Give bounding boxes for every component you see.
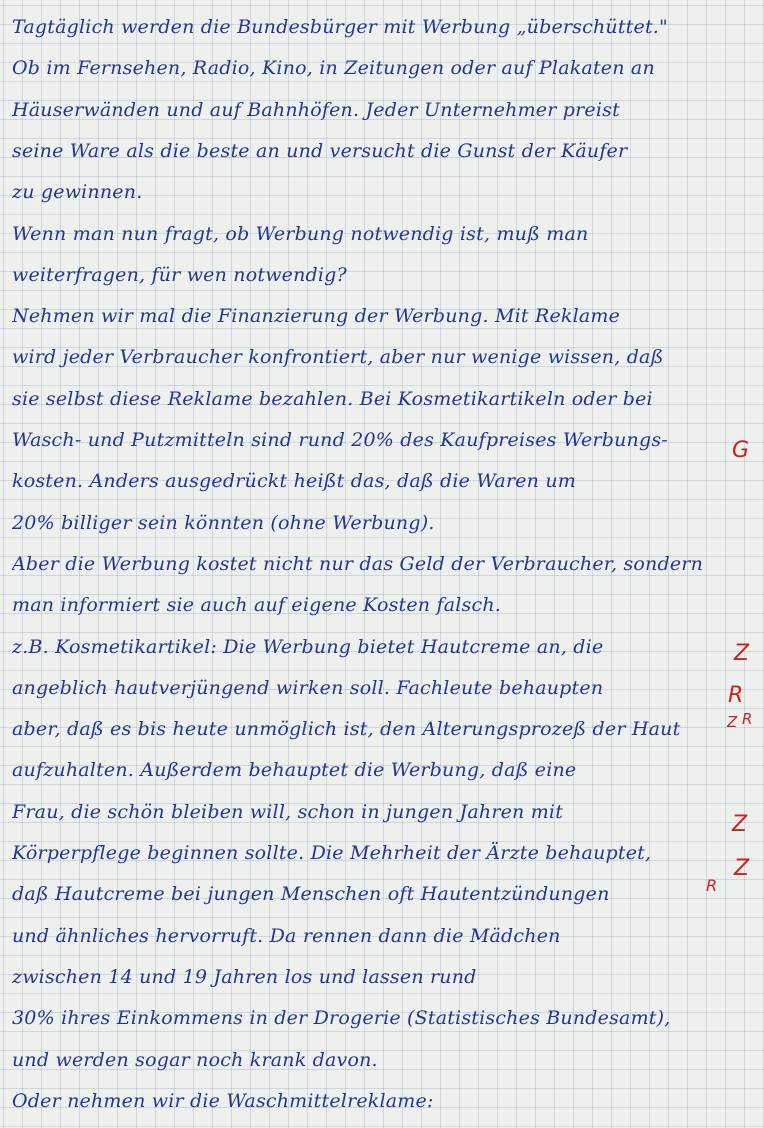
line-text: aber, daß es bis heute unmöglich ist, den Alterungsprozeß der Haut <box>12 718 681 741</box>
margin-mark-r: R <box>728 683 744 708</box>
margin-mark-z: Z <box>727 713 738 731</box>
text-line <box>12 346 724 384</box>
line-text: Aber die Werbung kostet nicht nur das Geld der Verbraucher, sondern <box>12 552 704 575</box>
line-text: seine Ware als die beste an und versucht die Gunst der Käufer <box>12 139 628 162</box>
text-line <box>12 925 724 963</box>
line-text: man informiert sie auch auf eigene Kosten falsch. <box>12 594 501 617</box>
line-text: daß Hautcreme bei jungen Menschen oft Hautentzündungen <box>12 883 610 906</box>
line-text: Körperpflege beginnen sollte. Die Mehrheit der Ärzte behauptet, <box>12 842 652 864</box>
line-text: angeblich hautverjüngend wirken soll. Fachleute behaupten <box>12 676 604 699</box>
line-text: Wasch- und Putzmitteln sind rund 20% des Kaufpreises Werbungs- <box>12 429 668 451</box>
text-line <box>12 801 724 839</box>
margin-mark-r: R <box>742 710 753 728</box>
text-line <box>12 759 724 797</box>
line-text: 30% ihres Einkommens in der Drogerie (Statistisches Bundesamt), <box>12 1007 671 1030</box>
text-line <box>12 470 724 508</box>
line-text: Wenn man nun fragt, ob Werbung notwendig ist, muß man <box>12 222 589 245</box>
text-line <box>12 512 724 550</box>
text-line <box>12 553 724 591</box>
line-text: Frau, die schön bleiben will, schon in jungen Jahren mit <box>12 800 564 823</box>
margin-mark-z: Z <box>734 856 750 881</box>
line-text: Oder nehmen wir die Waschmittelreklame: <box>12 1089 434 1112</box>
text-line <box>12 57 724 95</box>
line-text: Häuserwänden und auf Bahnhöfen. Jeder Unternehmer preist <box>12 98 620 121</box>
text-line <box>12 305 724 343</box>
text-line <box>12 1049 724 1087</box>
text-line <box>12 181 724 219</box>
line-text: und werden sogar noch krank davon. <box>12 1048 378 1071</box>
line-text: sie selbst diese Reklame bezahlen. Bei Kosmetikartikeln oder bei <box>12 387 653 410</box>
text-line <box>12 883 724 921</box>
line-text: Ob im Fernsehen, Radio, Kino, in Zeitungen oder auf Plakaten an <box>12 57 655 80</box>
text-line <box>12 388 724 426</box>
text-line <box>12 718 724 756</box>
line-text: z.B. Kosmetikartikel: Die Werbung bietet Hautcreme an, die <box>12 635 604 658</box>
text-line <box>12 16 724 54</box>
margin-mark-r: R <box>706 876 718 895</box>
text-line <box>12 966 724 1004</box>
line-text: Nehmen wir mal die Finanzierung der Werbung. Mit Reklame <box>12 305 621 328</box>
text-line <box>12 636 724 674</box>
margin-mark-z: Z <box>734 641 750 666</box>
line-text: zwischen 14 und 19 Jahren los und lassen rund <box>12 965 477 988</box>
text-line <box>12 677 724 715</box>
line-text: und ähnliches hervorruft. Da rennen dann die Mädchen <box>12 924 561 947</box>
text-line <box>12 140 724 178</box>
text-line <box>12 264 724 302</box>
line-text: Tagtäglich werden die Bundesbürger mit Werbung „überschüttet." <box>12 16 668 38</box>
line-text: weiterfragen, für wen notwendig? <box>12 263 347 286</box>
line-text: wird jeder Verbraucher konfrontiert, aber nur wenige wissen, daß <box>12 346 664 369</box>
text-line <box>12 99 724 137</box>
line-text: kosten. Anders ausgedrückt heißt das, daß die Waren um <box>12 470 577 493</box>
text-line <box>12 429 724 467</box>
line-text: 20% billiger sein könnten (ohne Werbung). <box>12 511 435 534</box>
margin-mark-g: G <box>732 438 750 463</box>
text-line <box>12 1090 724 1128</box>
text-line <box>12 594 724 632</box>
line-text: zu gewinnen. <box>12 181 143 204</box>
text-line <box>12 223 724 261</box>
margin-mark-z: Z <box>732 812 748 837</box>
text-line <box>12 842 724 880</box>
text-line <box>12 1007 724 1045</box>
line-text: aufzuhalten. Außerdem behauptet die Werbung, daß eine <box>12 759 577 782</box>
